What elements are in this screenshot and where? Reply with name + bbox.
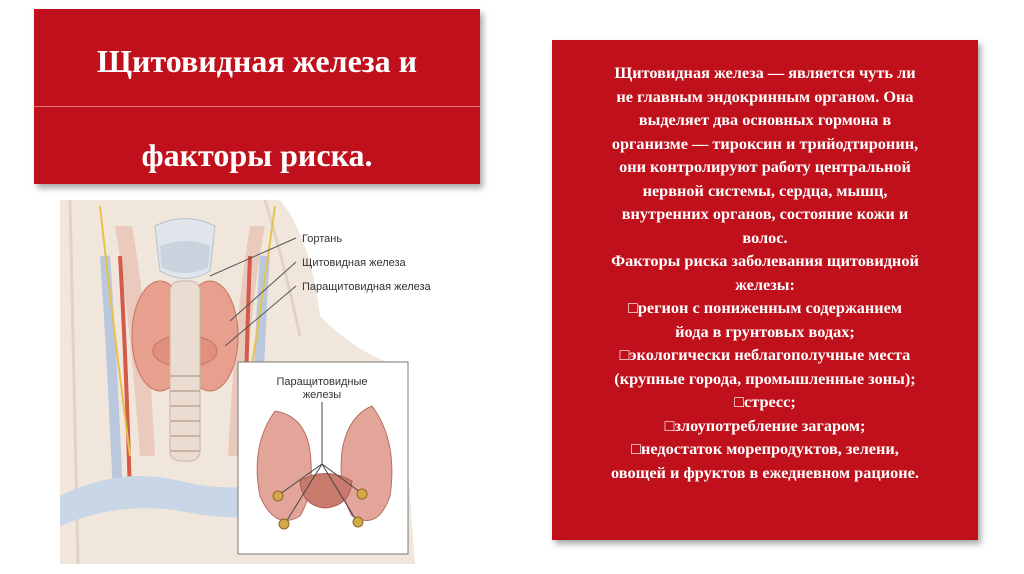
description-line: волос. xyxy=(742,227,788,247)
risk-factor-item-cont: овощей и фруктов в ежедневном рационе. xyxy=(611,462,919,482)
description-box xyxy=(552,40,978,540)
description-line: внутренних органов, состояние кожи и xyxy=(621,204,909,223)
description-line: Щитовидная железа — является чуть ли xyxy=(614,63,916,82)
description-line: выделяет два основных гормона в xyxy=(638,110,892,129)
risk-factor-item: □недостаток морепродуктов, зелени, xyxy=(631,439,899,458)
parathyroid-inset xyxy=(238,362,408,554)
inset-label-line-2: железы xyxy=(302,389,342,401)
risk-factor-item-cont: (крупные города, промышленные зоны); xyxy=(614,368,916,388)
risk-factor-item: □злоупотребление загаром; xyxy=(664,415,866,435)
risk-factor-item: □регион с пониженным содержанием xyxy=(628,298,902,317)
description-line: организме — тироксин и трийодтиронин, xyxy=(611,133,919,153)
label-parathyroid: Паращитовидная железа xyxy=(302,281,431,293)
description-text xyxy=(552,61,978,484)
risk-factor-item: □экологически неблагополучные места xyxy=(619,345,911,364)
title-box xyxy=(34,9,480,184)
slide-title-line-2: факторы риска. xyxy=(141,137,373,173)
thyroid-illustration xyxy=(60,196,470,564)
label-larynx: Гортань xyxy=(302,233,343,245)
risk-factors-heading: Факторы риска заболевания щитовидной xyxy=(611,251,919,270)
label-thyroid: Щитовидная железа xyxy=(302,257,406,269)
title-divider xyxy=(34,106,480,107)
slide-title-line-1: Щитовидная железа и xyxy=(96,43,418,79)
description-line: не главным эндокринным органом. Она xyxy=(616,86,914,106)
inset-label-line-1: Паращитовидные xyxy=(276,376,368,388)
risk-factor-item-cont: йода в грунтовых водах; xyxy=(675,321,855,341)
description-line: они контролируют работу центральной xyxy=(619,157,911,176)
risk-factor-item: □стресс; xyxy=(734,392,796,411)
description-line: нервной системы, сердца, мышц, xyxy=(642,180,888,200)
risk-factors-heading: железы: xyxy=(735,274,795,294)
